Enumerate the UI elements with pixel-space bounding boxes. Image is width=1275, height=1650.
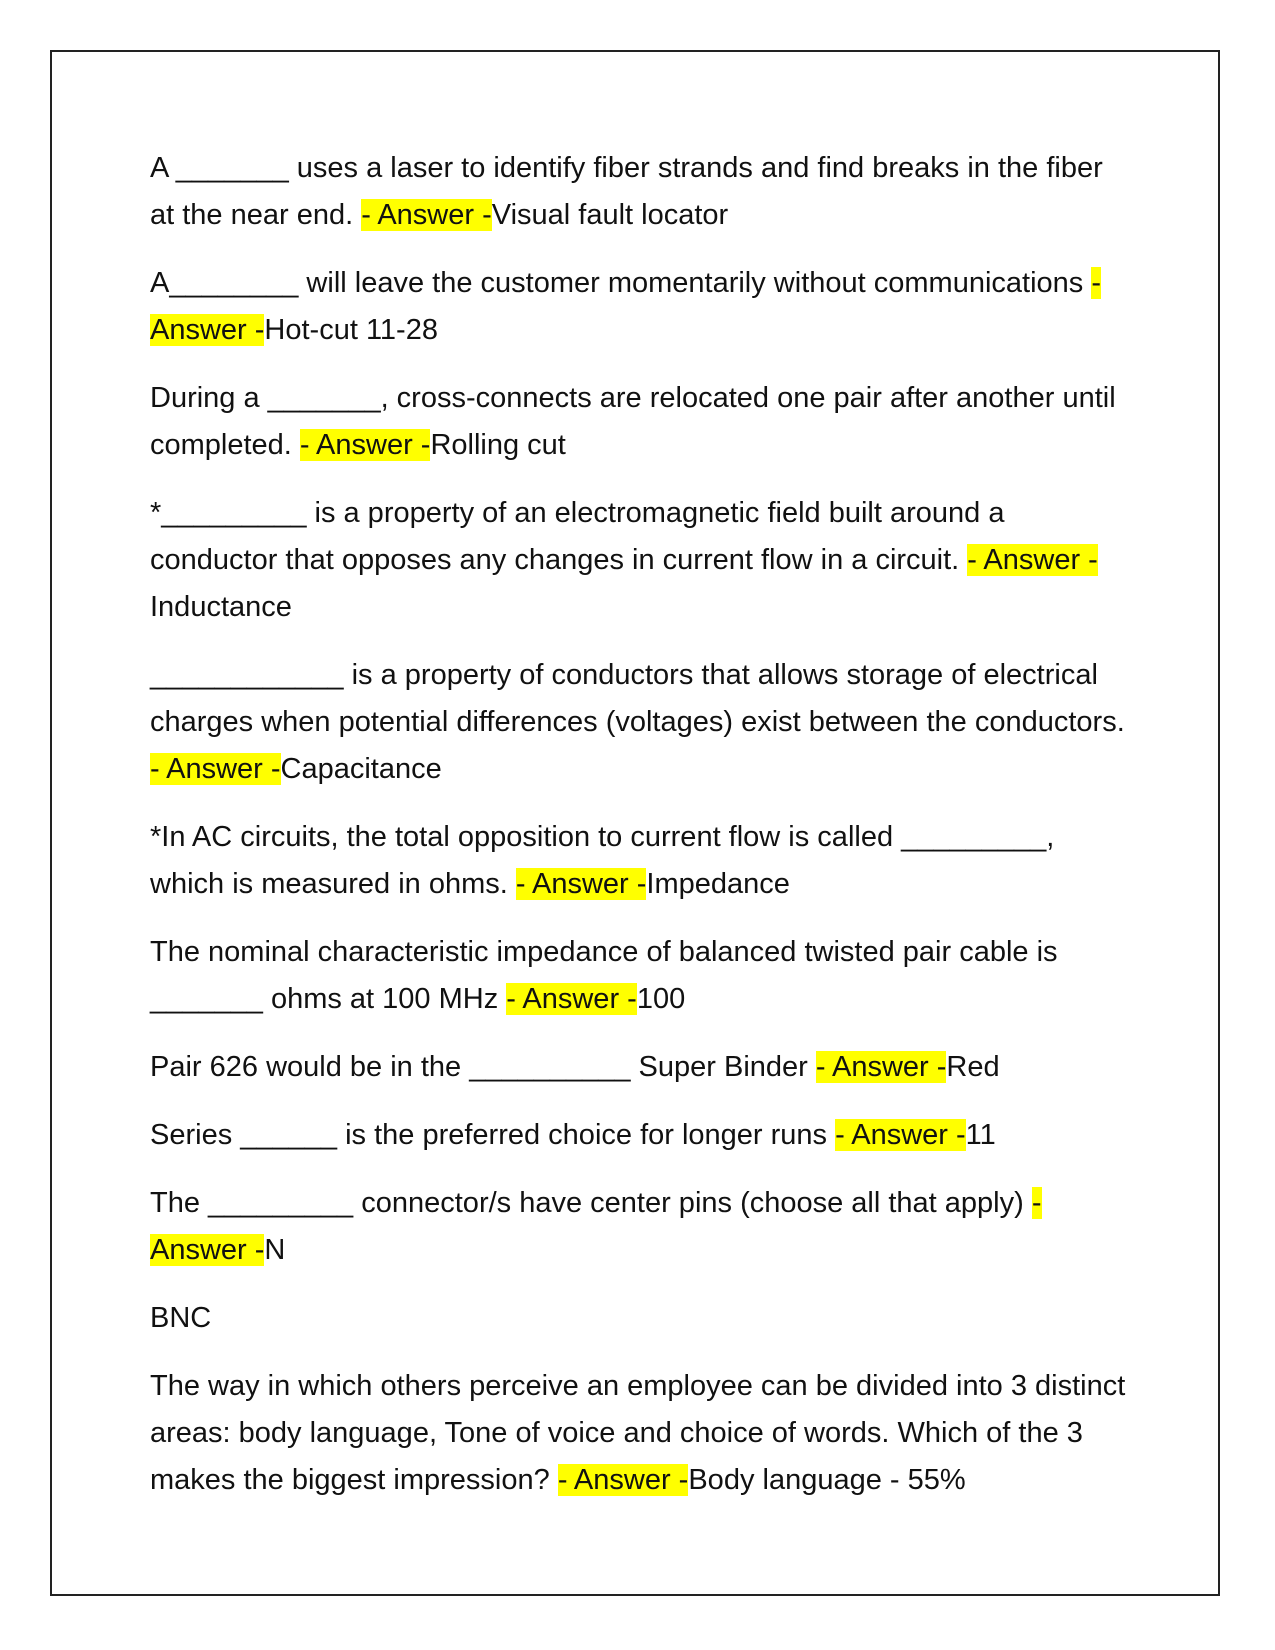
answer-marker: - Answer -: [150, 267, 1102, 346]
answer-marker: - Answer -: [506, 983, 637, 1015]
qa-item: [150, 1044, 1130, 1091]
answer-text: Rolling cut: [430, 429, 566, 461]
answer-text: Body language - 55%: [688, 1464, 966, 1496]
qa-item: [150, 1180, 1130, 1274]
question-text: Series ______ is the preferred choice for longer runs: [150, 1119, 836, 1151]
answer-marker: - Answer -: [150, 1187, 1042, 1266]
answer-marker: - Answer -: [515, 868, 647, 900]
question-text: ____________ is a property of conductors that allows storage of electrical charges when potential differences (voltages) exist between the conductors.: [150, 659, 1125, 738]
answer-text: Capacitance: [280, 753, 442, 785]
answer-text: Inductance: [150, 591, 292, 623]
question-text: A _______ uses a laser to identify fiber strands and find breaks in the fiber at the near end.: [150, 152, 1103, 231]
question-text: A________ will leave the customer momentarily without communications: [150, 267, 1092, 299]
qa-item: [150, 375, 1130, 469]
question-text: *In AC circuits, the total opposition to current flow is called _________, which is measured in ohms.: [150, 821, 1055, 900]
qa-item: [150, 652, 1130, 793]
qa-item: [150, 490, 1130, 631]
document-content: [150, 145, 1130, 1525]
answer-marker: - Answer -: [150, 753, 281, 785]
question-text: During a _______, cross-connects are relocated one pair after another until completed.: [150, 382, 1116, 461]
qa-item: [150, 1112, 1130, 1159]
answer-marker: - Answer -: [835, 1119, 966, 1151]
question-text: Pair 626 would be in the __________ Super Binder: [150, 1051, 816, 1083]
question-text: The _________ connector/s have center pins (choose all that apply): [150, 1187, 1032, 1219]
answer-marker: - Answer -: [361, 199, 492, 231]
answer-text: N: [264, 1234, 286, 1266]
answer-continuation: BNC: [150, 1302, 212, 1334]
answer-text: Red: [946, 1051, 1000, 1083]
question-text: The nominal characteristic impedance of balanced twisted pair cable is _______ ohms at 100 MHz: [150, 936, 1058, 1015]
qa-item: [150, 145, 1130, 239]
answer-marker: - Answer -: [299, 429, 431, 461]
answer-text: 11: [965, 1119, 996, 1151]
qa-item: [150, 929, 1130, 1023]
qa-item: [150, 260, 1130, 354]
answer-text: Visual fault locator: [491, 199, 729, 231]
answer-marker: - Answer -: [815, 1051, 947, 1083]
answer-marker: - Answer -: [557, 1464, 689, 1496]
answer-marker: - Answer -: [967, 544, 1098, 576]
question-text: *_________ is a property of an electromagnetic field built around a conductor that opposes any changes in current flow in a circuit.: [150, 497, 1005, 576]
answer-text: Impedance: [646, 868, 790, 900]
answer-text: Hot-cut 11-28: [264, 314, 438, 346]
question-text: The way in which others perceive an employee can be divided into 3 distinct areas: body language, Tone of voice and choice of words. Which of the 3 makes the biggest impression?: [150, 1370, 1126, 1496]
qa-item: [150, 814, 1130, 908]
answer-text: 100: [636, 983, 686, 1015]
qa-item: [150, 1363, 1130, 1504]
